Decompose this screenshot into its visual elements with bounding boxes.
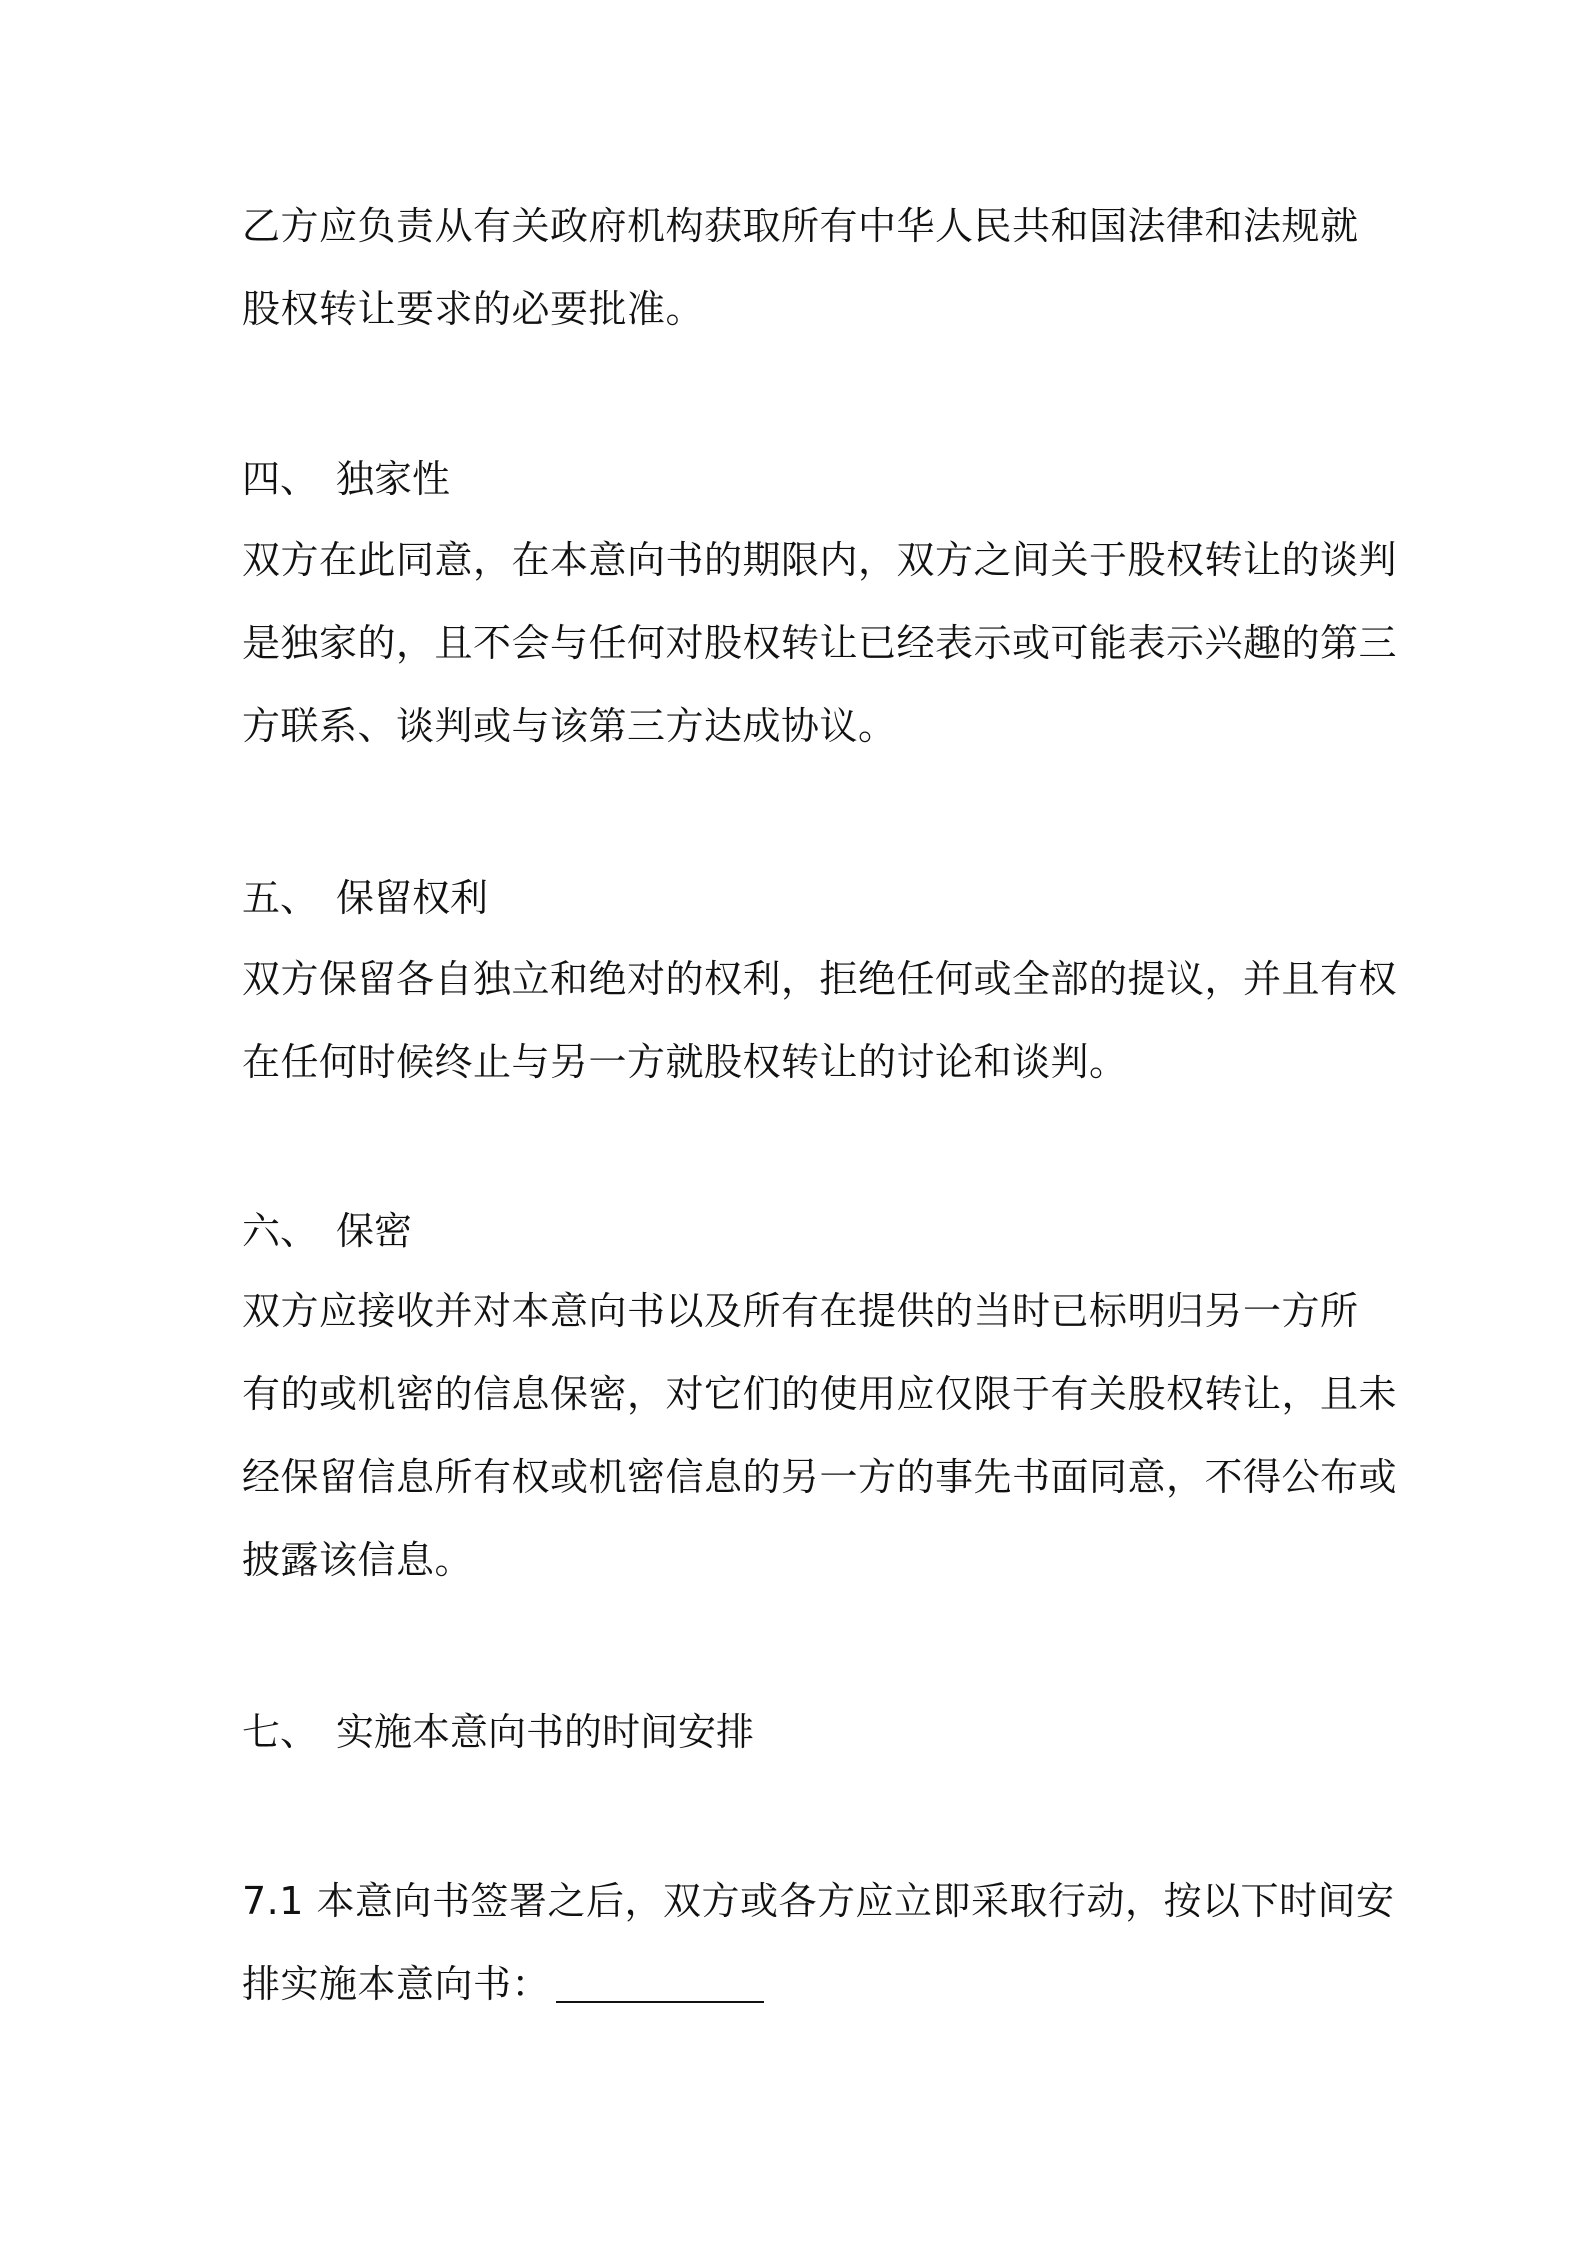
paragraph-line-text: 排实施本意向书：: [242, 1962, 551, 2006]
section-5-paragraph: [242, 938, 1398, 1104]
paragraph-line: 经保留信息所有权或机密信息的另一方的事先书面同意，不得公布或: [242, 1455, 1398, 1499]
section-heading-4: [242, 449, 450, 509]
intro-paragraph: [242, 185, 1362, 351]
section-number: 七、: [242, 1710, 319, 1754]
section-heading-5: [242, 868, 488, 928]
section-title: 独家性: [336, 457, 451, 501]
section-heading-7: [242, 1702, 754, 1762]
clause-7-1-paragraph: [242, 1860, 1395, 2026]
paragraph-line: 双方应接收并对本意向书以及所有在提供的当时已标明归另一方所: [242, 1289, 1359, 1333]
section-6-paragraph: [242, 1270, 1398, 1602]
section-title: 保留权利: [336, 876, 489, 920]
paragraph-line: 在任何时候终止与另一方就股权转让的讨论和谈判。: [242, 1040, 1128, 1084]
paragraph-line: 披露该信息。: [242, 1538, 474, 1582]
paragraph-line: 是独家的，且不会与任何对股权转让已经表示或可能表示兴趣的第三: [242, 621, 1398, 665]
section-title: 实施本意向书的时间安排: [336, 1710, 755, 1754]
section-number: 四、: [242, 457, 319, 501]
section-heading-6: [242, 1201, 412, 1261]
fill-in-blank: [556, 1961, 764, 2003]
section-4-paragraph: [242, 519, 1398, 768]
paragraph-line: 双方在此同意，在本意向书的期限内，双方之间关于股权转让的谈判: [242, 538, 1398, 582]
paragraph-line: 双方保留各自独立和绝对的权利，拒绝任何或全部的提议，并且有权: [242, 957, 1398, 1001]
paragraph-line: 乙方应负责从有关政府机构获取所有中华人民共和国法律和法规就: [242, 204, 1359, 248]
paragraph-line: 方联系、谈判或与该第三方达成协议。: [242, 704, 897, 748]
section-number: 五、: [242, 876, 319, 920]
paragraph-line: 有的或机密的信息保密，对它们的使用应仅限于有关股权转让，且未: [242, 1372, 1398, 1416]
paragraph-line: 7.1 本意向书签署之后，双方或各方应立即采取行动，按以下时间安: [242, 1879, 1395, 1923]
section-title: 保密: [336, 1209, 413, 1253]
paragraph-line-with-blank: [242, 1943, 1362, 2026]
section-number: 六、: [242, 1209, 319, 1253]
paragraph-line: 股权转让要求的必要批准。: [242, 287, 705, 331]
